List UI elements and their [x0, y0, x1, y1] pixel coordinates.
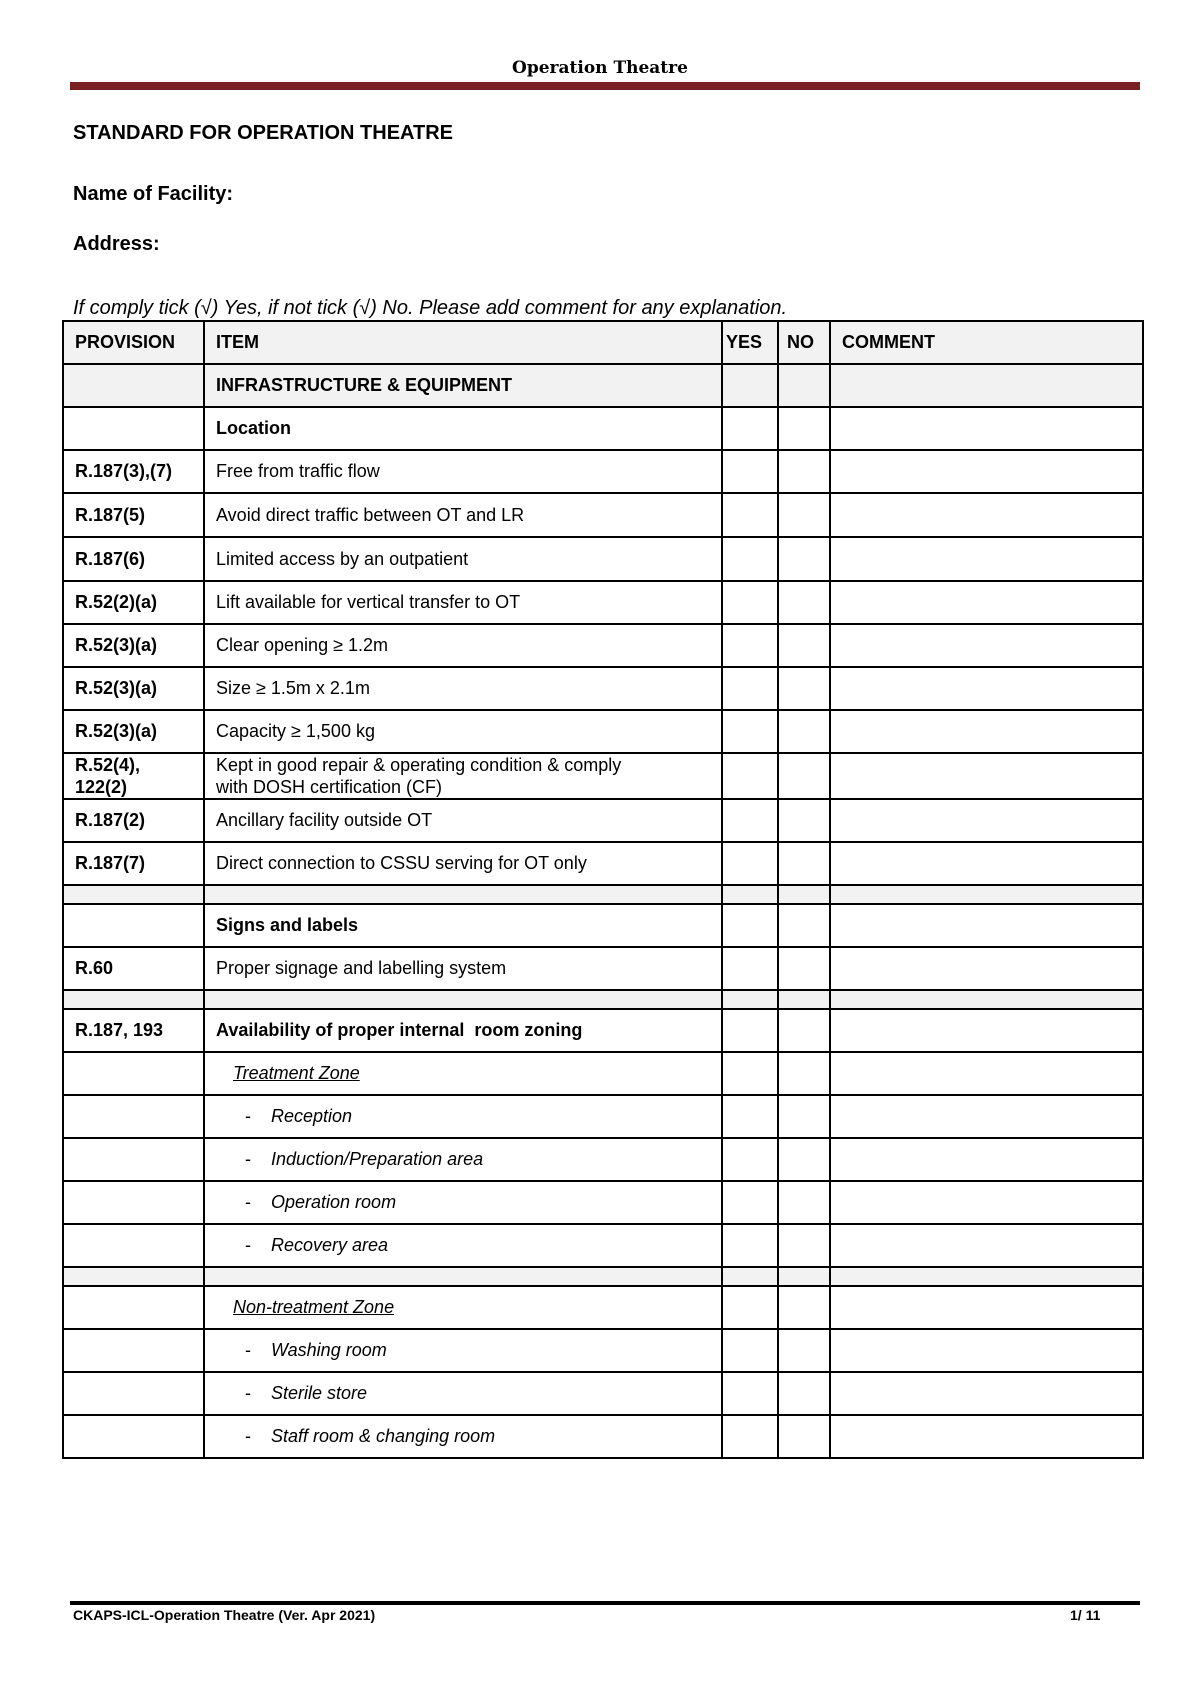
spacer-row [63, 990, 1143, 1009]
no-cell[interactable] [778, 947, 830, 990]
table-row [63, 1329, 1143, 1372]
provision-line: R.52(4), [75, 755, 141, 775]
zone-title: Treatment Zone [204, 1052, 722, 1095]
provision-cell: R.187(3),(7) [63, 450, 204, 493]
comment-cell[interactable] [830, 364, 1143, 407]
comment-cell[interactable] [830, 667, 1143, 710]
dash-bullet: - [245, 1340, 251, 1360]
no-cell[interactable] [778, 1095, 830, 1138]
item-cell: Ancillary facility outside OT [204, 799, 722, 842]
provision-cell: R.52(3)(a) [63, 667, 204, 710]
item-cell: Avoid direct traffic between OT and LR [204, 493, 722, 537]
provision-cell: R.187(5) [63, 493, 204, 537]
spacer-row [63, 1267, 1143, 1286]
yes-cell[interactable] [722, 450, 778, 493]
subsection-row [63, 904, 1143, 947]
provision-cell: R.187(6) [63, 537, 204, 581]
comment-cell[interactable] [830, 1224, 1143, 1267]
yes-cell[interactable] [722, 537, 778, 581]
comment-cell[interactable] [830, 904, 1143, 947]
comment-cell[interactable] [830, 1009, 1143, 1052]
item-text: Staff room & changing room [271, 1426, 496, 1446]
provision-cell [63, 753, 204, 799]
column-header-item: ITEM [204, 321, 722, 364]
item-text: Washing room [271, 1340, 387, 1360]
zone-row [63, 1286, 1143, 1329]
yes-cell[interactable] [722, 1286, 778, 1329]
no-cell[interactable] [778, 753, 830, 799]
no-cell[interactable] [778, 450, 830, 493]
yes-cell[interactable] [722, 753, 778, 799]
no-cell[interactable] [778, 1009, 830, 1052]
item-cell: Availability of proper internal room zoning [204, 1009, 722, 1052]
no-cell[interactable] [778, 1286, 830, 1329]
item-cell: Proper signage and labelling system [204, 947, 722, 990]
dash-bullet: - [245, 1106, 251, 1126]
column-header-yes: YES [722, 321, 778, 364]
item-cell [204, 1415, 722, 1458]
provision-line: 122(2) [75, 777, 128, 797]
dash-bullet: - [245, 1426, 251, 1446]
spacer-row [63, 885, 1143, 904]
comment-cell[interactable] [830, 1415, 1143, 1458]
item-cell: Direct connection to CSSU serving for OT only [204, 842, 722, 885]
comment-cell[interactable] [830, 624, 1143, 667]
checklist-table [62, 320, 1144, 1459]
yes-cell[interactable] [722, 624, 778, 667]
item-cell: Capacity ≥ 1,500 kg [204, 710, 722, 753]
no-cell[interactable] [778, 1372, 830, 1415]
table-row [63, 799, 1143, 842]
dash-bullet: - [245, 1235, 251, 1255]
no-cell[interactable] [778, 1138, 830, 1181]
item-text: Operation room [271, 1192, 397, 1212]
no-cell[interactable] [778, 624, 830, 667]
no-cell[interactable] [778, 493, 830, 537]
no-cell[interactable] [778, 842, 830, 885]
yes-cell[interactable] [722, 1138, 778, 1181]
item-cell [204, 1138, 722, 1181]
yes-cell[interactable] [722, 364, 778, 407]
comment-cell[interactable] [830, 799, 1143, 842]
item-cell [204, 1181, 722, 1224]
table-row [63, 1138, 1143, 1181]
yes-cell[interactable] [722, 1415, 778, 1458]
item-cell [204, 1095, 722, 1138]
comment-cell[interactable] [830, 450, 1143, 493]
provision-cell: R.187(7) [63, 842, 204, 885]
table-row [63, 753, 1143, 799]
comment-cell[interactable] [830, 1181, 1143, 1224]
section-title: INFRASTRUCTURE & EQUIPMENT [204, 364, 722, 407]
subsection-title: Signs and labels [204, 904, 722, 947]
footer-page-number: 1/ 11 [1070, 1607, 1101, 1623]
yes-cell[interactable] [722, 1052, 778, 1095]
item-text: Induction/Preparation area [271, 1149, 484, 1169]
table-row [63, 537, 1143, 581]
yes-cell[interactable] [722, 1009, 778, 1052]
comment-cell[interactable] [830, 1372, 1143, 1415]
table-row [63, 1181, 1143, 1224]
item-cell: Lift available for vertical transfer to OT [204, 581, 722, 624]
comment-cell[interactable] [830, 1286, 1143, 1329]
table-row [63, 1415, 1143, 1458]
table-row [63, 1009, 1143, 1052]
item-text: Recovery area [271, 1235, 389, 1255]
dash-bullet: - [245, 1149, 251, 1169]
comment-cell[interactable] [830, 581, 1143, 624]
item-cell [204, 1372, 722, 1415]
no-cell[interactable] [778, 1415, 830, 1458]
table-header-row [63, 321, 1143, 364]
comment-cell[interactable] [830, 1095, 1143, 1138]
address-label: Address: [73, 233, 160, 255]
subsection-title: Location [204, 407, 722, 450]
item-line: with DOSH certification (CF) [216, 777, 443, 797]
header-rule [70, 82, 1140, 90]
section-row [63, 364, 1143, 407]
provision-cell: R.52(3)(a) [63, 624, 204, 667]
comment-cell[interactable] [830, 407, 1143, 450]
column-header-comment: COMMENT [830, 321, 1143, 364]
zone-row [63, 1052, 1143, 1095]
table-row [63, 1372, 1143, 1415]
subsection-row [63, 407, 1143, 450]
comment-cell[interactable] [830, 753, 1143, 799]
comment-cell[interactable] [830, 842, 1143, 885]
column-header-no: NO [778, 321, 830, 364]
table-row [63, 450, 1143, 493]
column-header-provision: PROVISION [63, 321, 204, 364]
comment-cell[interactable] [830, 1138, 1143, 1181]
no-cell[interactable] [778, 1181, 830, 1224]
no-cell[interactable] [778, 1224, 830, 1267]
item-cell: Size ≥ 1.5m x 2.1m [204, 667, 722, 710]
item-cell: Free from traffic flow [204, 450, 722, 493]
yes-cell[interactable] [722, 493, 778, 537]
yes-cell[interactable] [722, 904, 778, 947]
comment-cell[interactable] [830, 947, 1143, 990]
provision-cell: R.60 [63, 947, 204, 990]
table-row [63, 667, 1143, 710]
item-cell: Clear opening ≥ 1.2m [204, 624, 722, 667]
yes-cell[interactable] [722, 1224, 778, 1267]
table-row [63, 842, 1143, 885]
yes-cell[interactable] [722, 799, 778, 842]
table-row [63, 710, 1143, 753]
no-cell[interactable] [778, 1052, 830, 1095]
table-row [63, 624, 1143, 667]
comment-cell[interactable] [830, 493, 1143, 537]
item-line: Kept in good repair & operating condition & comply [216, 755, 622, 775]
facility-name-label: Name of Facility: [73, 183, 234, 205]
table-row [63, 947, 1143, 990]
no-cell[interactable] [778, 667, 830, 710]
no-cell[interactable] [778, 581, 830, 624]
yes-cell[interactable] [722, 1372, 778, 1415]
table-row [63, 1095, 1143, 1138]
item-cell [204, 1224, 722, 1267]
no-cell[interactable] [778, 364, 830, 407]
no-cell[interactable] [778, 799, 830, 842]
dash-bullet: - [245, 1383, 251, 1403]
comment-cell[interactable] [830, 710, 1143, 753]
provision-cell: R.187(2) [63, 799, 204, 842]
table-row [63, 581, 1143, 624]
table-row [63, 493, 1143, 537]
yes-cell[interactable] [722, 407, 778, 450]
yes-cell[interactable] [722, 1095, 778, 1138]
no-cell[interactable] [778, 407, 830, 450]
footer-rule [70, 1601, 1140, 1605]
comment-cell[interactable] [830, 1052, 1143, 1095]
yes-cell[interactable] [722, 581, 778, 624]
instruction-text: If comply tick (√) Yes, if not tick (√) No. Please add comment for any explanation. [73, 297, 788, 319]
dash-bullet: - [245, 1192, 251, 1212]
item-cell [204, 1329, 722, 1372]
yes-cell[interactable] [722, 1329, 778, 1372]
provision-cell: R.52(3)(a) [63, 710, 204, 753]
no-cell[interactable] [778, 537, 830, 581]
item-text: Sterile store [271, 1383, 368, 1403]
item-cell: Limited access by an outpatient [204, 537, 722, 581]
no-cell[interactable] [778, 904, 830, 947]
provision-cell: R.52(2)(a) [63, 581, 204, 624]
no-cell[interactable] [778, 710, 830, 753]
footer-document-reference: CKAPS-ICL-Operation Theatre (Ver. Apr 2021) [73, 1607, 376, 1623]
comment-cell[interactable] [830, 1329, 1143, 1372]
zone-title: Non-treatment Zone [204, 1286, 722, 1329]
table-row [63, 1224, 1143, 1267]
header-title: Operation Theatre [512, 58, 688, 78]
yes-cell[interactable] [722, 667, 778, 710]
item-cell [204, 753, 722, 799]
document-title: STANDARD FOR OPERATION THEATRE [73, 122, 453, 144]
yes-cell[interactable] [722, 947, 778, 990]
yes-cell[interactable] [722, 710, 778, 753]
item-text: Reception [271, 1106, 353, 1126]
no-cell[interactable] [778, 1329, 830, 1372]
provision-cell: R.187, 193 [63, 1009, 204, 1052]
yes-cell[interactable] [722, 842, 778, 885]
yes-cell[interactable] [722, 1181, 778, 1224]
comment-cell[interactable] [830, 537, 1143, 581]
